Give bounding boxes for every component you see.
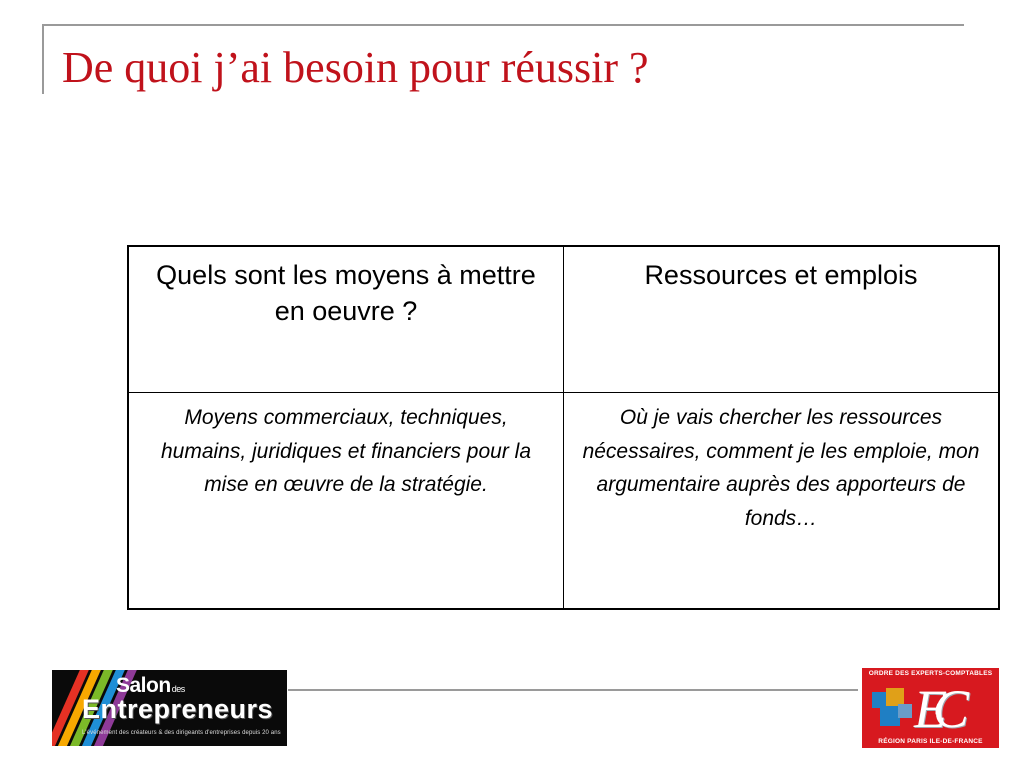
oec-mark: EC bbox=[914, 679, 956, 739]
oec-top-text: ORDRE DES EXPERTS-COMPTABLES bbox=[868, 670, 993, 677]
salon-entrepreneurs-logo bbox=[52, 670, 287, 746]
logo-entrepreneurs-text: Entrepreneurs bbox=[82, 694, 274, 724]
frame-top-line bbox=[42, 24, 964, 26]
cell-moyens-description: Moyens commerciaux, techniques, humains, juridiques et financiers pour la mise en œuvre de la stratégie. bbox=[128, 393, 564, 610]
footer-divider bbox=[288, 689, 858, 691]
logo-tile bbox=[880, 706, 900, 726]
header-cell-ressources: Ressources et emplois bbox=[564, 246, 1000, 393]
table-header-row bbox=[128, 246, 999, 393]
ordre-experts-comptables-logo bbox=[862, 668, 999, 748]
logo-tile bbox=[898, 704, 912, 718]
logo-salon-text: Salondes bbox=[116, 674, 185, 697]
cell-ressources-description: Où je vais chercher les ressources nécessaires, comment je les emploie, mon argumentaire auprès des apporteurs de fonds… bbox=[564, 393, 1000, 610]
frame-left-line bbox=[42, 24, 44, 94]
logo-tagline: L'événement des créateurs & des dirigeants d'entreprises depuis 20 ans bbox=[82, 730, 281, 736]
header-cell-moyens: Quels sont les moyens à mettre en oeuvre ? bbox=[128, 246, 564, 393]
content-table bbox=[127, 245, 1000, 610]
slide-title: De quoi j’ai besoin pour réussir ? bbox=[62, 43, 649, 92]
table-row bbox=[128, 393, 999, 610]
oec-bottom-text: RÉGION PARIS ILE-DE-FRANCE bbox=[878, 738, 983, 745]
